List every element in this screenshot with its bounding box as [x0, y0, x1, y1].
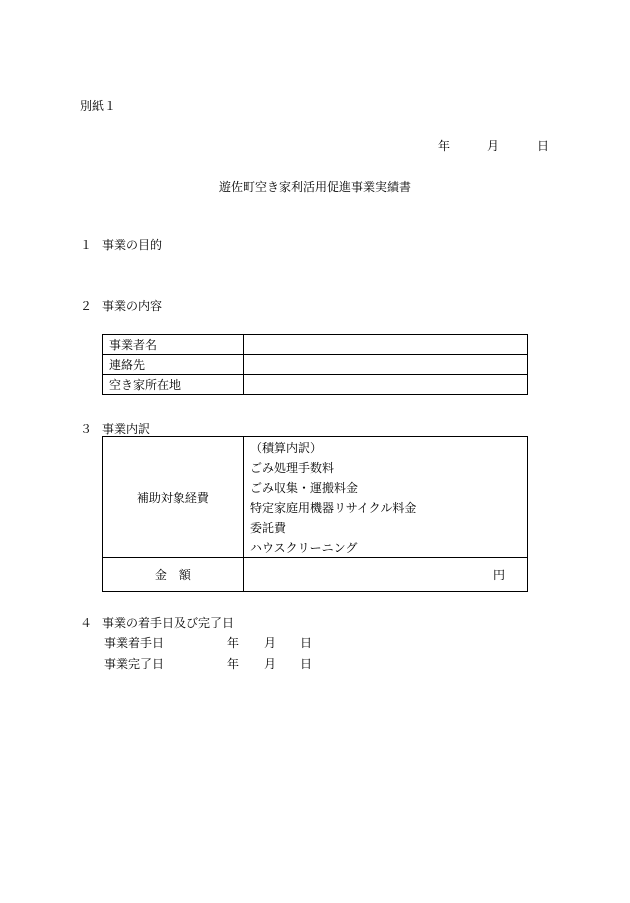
start-date-label: 事業着手日 [104, 636, 165, 650]
content-row-business-name [103, 335, 528, 355]
breakdown-row-amount [103, 558, 528, 592]
section-4-heading [80, 614, 234, 631]
content-row-contact [103, 355, 528, 375]
section-4-number: ４ [80, 616, 93, 630]
content-value-contact[interactable] [243, 355, 527, 375]
section-1-label: 事業の目的 [102, 238, 163, 252]
expense-item-recycling-fee: 特定家庭用機器リサイクル料金 [250, 501, 417, 515]
start-date-month: 月 [264, 636, 277, 650]
end-date-label: 事業完了日 [104, 657, 165, 671]
content-label-contact: 連絡先 [103, 355, 244, 375]
section-3-label: 事業内訳 [102, 422, 151, 436]
amount-label: 金 額 [103, 558, 244, 592]
expense-item-cleaning: ハウスクリーニング [250, 541, 358, 555]
content-table [102, 334, 528, 395]
section-2-heading [80, 297, 162, 314]
content-value-location[interactable] [243, 375, 527, 395]
expense-item-collection-fee: ごみ収集・運搬料金 [250, 481, 359, 495]
content-value-business-name[interactable] [243, 335, 527, 355]
start-date-day: 日 [300, 636, 313, 650]
expense-item-waste-fee: ごみ処理手数料 [250, 461, 335, 475]
section-3-heading [80, 420, 150, 437]
expense-category-label: 補助対象経費 [103, 437, 244, 558]
attachment-label: 別紙１ [80, 99, 117, 113]
section-1-heading [80, 236, 162, 253]
section-2-label: 事業の内容 [102, 299, 163, 313]
amount-unit: 円 [492, 568, 505, 582]
content-label-location: 空き家所在地 [103, 375, 244, 395]
content-row-location [103, 375, 528, 395]
expense-item-commission: 委託費 [250, 521, 287, 535]
header-date-year: 年 [438, 139, 451, 153]
section-4-label: 事業の着手日及び完了日 [102, 616, 235, 630]
section-1-number: １ [80, 238, 93, 252]
page-title: 遊佐町空き家利活用促進事業実績書 [218, 180, 411, 194]
end-date-year: 年 [227, 657, 240, 671]
start-date-year: 年 [227, 636, 240, 650]
content-label-business-name: 事業者名 [103, 335, 244, 355]
end-date-day: 日 [300, 657, 313, 671]
expense-item-header: （積算内訳） [250, 441, 323, 455]
section-2-number: ２ [80, 299, 93, 313]
header-date-day: 日 [537, 139, 550, 153]
section-3-number: ３ [80, 422, 93, 436]
amount-value-cell[interactable] [243, 558, 527, 592]
header-date-month: 月 [487, 139, 500, 153]
end-date-month: 月 [264, 657, 277, 671]
